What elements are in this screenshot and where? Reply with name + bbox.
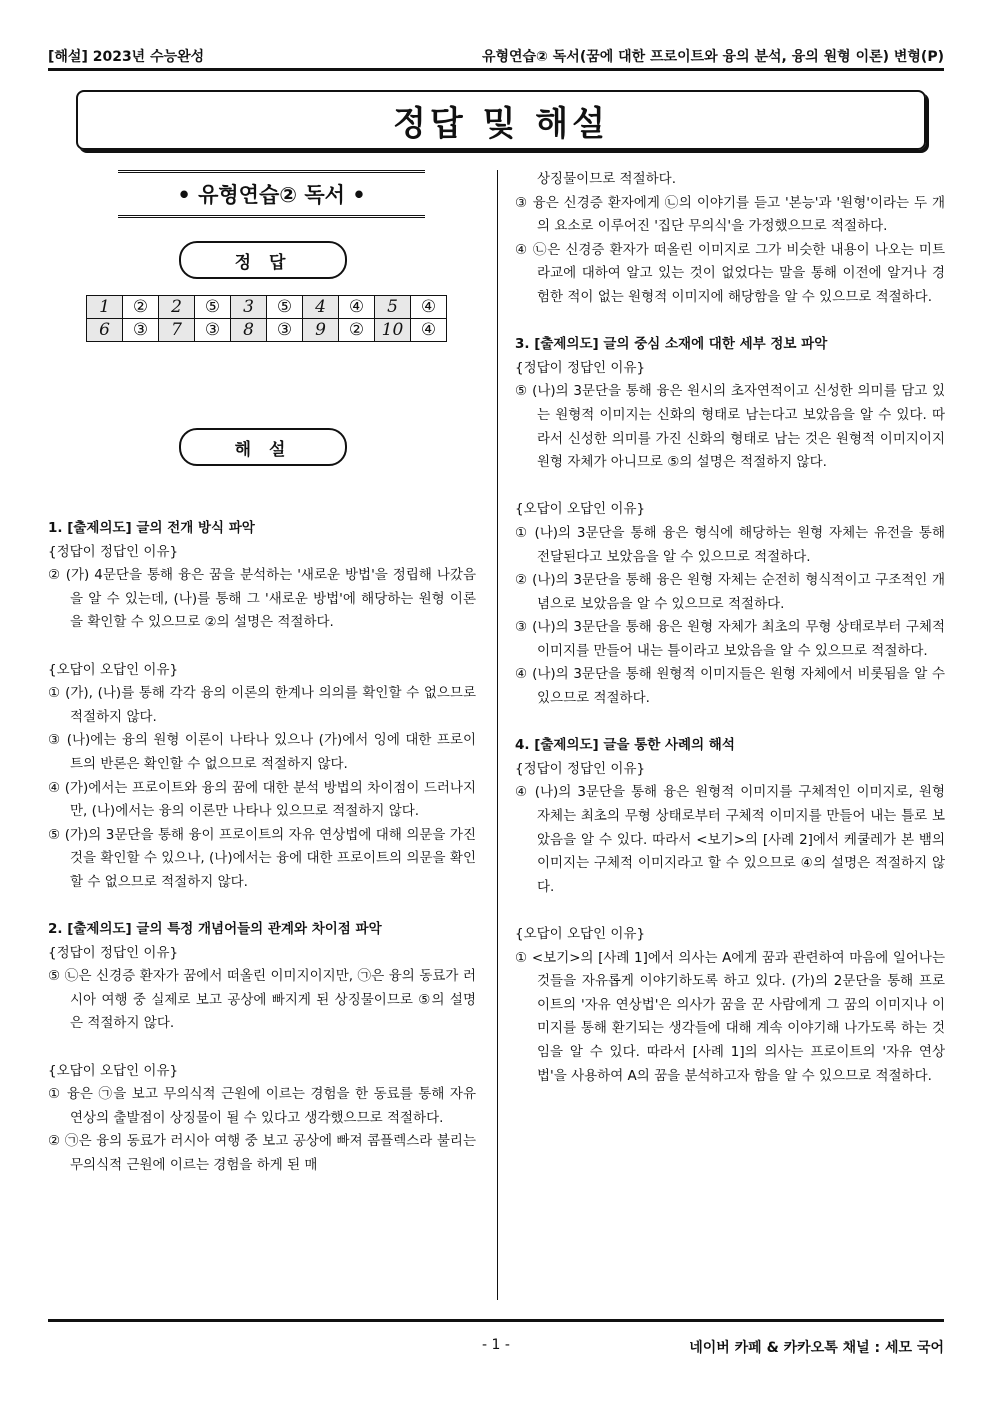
explanation-item: ③ (나)에는 융의 원형 이론이 나타나 있으나 (가)에서 잉에 대한 프로이트의 반론은 확인할 수 없으므로 적절하지 않다. [48,732,476,772]
reason-label: {오답이 오답인 이유} [515,501,646,518]
question-number: 7 [159,319,195,342]
answer-choice: ④ [411,296,447,319]
header-left: [해설] 2023년 수능완성 [48,49,205,65]
answer-choice: ⑤ [195,296,231,319]
answer-choice: ② [339,319,375,342]
question-number: 4 [303,296,339,319]
question-heading: 1. [출제의도] 글의 전개 방식 파악 [48,520,255,536]
spacer [48,635,476,659]
explanation-item: ① (나)의 3문단을 통해 융은 형식에 해당하는 원형 자체는 유전을 통해 전달된다고 보았음을 알 수 있으므로 적절하다. [515,524,945,565]
question-number: 9 [303,319,339,342]
question-number: 5 [375,296,411,319]
explanation-item: ③ (나)의 3문단을 통해 융은 원형 자체가 최초의 무형 상태로부터 구체적 이미지를 만들어 내는 틀이라고 보았음을 알 수 있으므로 적절하다. [515,619,945,659]
explanation-item: ④ (나)의 3문단을 통해 융은 원형적 이미지를 구체적인 이미지로, 원형 자체는 최초의 무형 상태로부터 구체적 이미지를 만들어 내는 틀로 보았음을 알 수 있다. 따라서 <보기>의 [사례 2]에서 케쿨레가 본 뱀의 이미지는 구체적 이미지라고 할 수 있으므로 ④의 설명은 적절하지 않다. [515,784,945,895]
reason-label: {정답이 정답인 이유} [515,359,646,376]
answer-choice: ④ [339,296,375,319]
spacer [515,899,945,923]
explanation-item: ② (가) 4문단을 통해 융은 꿈을 분석하는 '새로운 방법'을 정립해 나갔음을 알 수 있는데, (나)를 통해 그 '새로운 방법'에 해당하는 원형 이론을 확인할 수 있으므로 ②의 설명은 적절하다. [48,567,476,631]
answer-choice: ② [123,296,159,319]
explanation-item: ① 융은 ㉠을 보고 무의식적 근원에 이르는 경험을 한 동료를 통해 자유 연상의 출발점이 상징물이 될 수 있다고 생각했으므로 적절하다. [48,1086,476,1126]
left-column [48,517,476,1178]
question-number: 10 [375,319,411,342]
column-divider [497,170,498,1300]
continued-text: 상징물이므로 적절하다. [537,171,676,187]
answer-label: 정 답 [179,241,347,279]
question-number: 2 [159,296,195,319]
answer-choice: ⑤ [267,296,303,319]
spacer [515,310,945,334]
question-number: 8 [231,319,267,342]
question-number: 1 [87,296,123,319]
right-column [515,168,945,1088]
spacer [48,1036,476,1060]
explanation-item: ④ (나)의 3문단을 통해 원형적 이미지들은 원형 자체에서 비롯됨을 알 수 있으므로 적절하다. [515,666,945,707]
explanation-item: ⑤ (나)의 3문단을 통해 융은 원시의 초자연적이고 신성한 의미를 담고 있는 원형적 이미지는 신화의 형태로 남는다고 보았음을 알 수 있다. 따라서 신성한 의미를 가진 신화의 형태로 남는 것은 원형적 이미지이지 원형 자체가 아니므로 ⑤의 설명은 적절하지 않다. [515,383,945,471]
reason-label: {오답이 오답인 이유} [515,926,646,942]
header-right: 유형연습② 독서(꿈에 대한 프로이트와 융의 분석, 융의 원형 이론) 변형(P) [481,49,944,65]
question-number: 6 [87,319,123,342]
reason-label: {정답이 정답인 이유} [48,944,179,961]
answer-choice: ③ [123,319,159,342]
explanation-item: ③ 융은 신경증 환자에게 ㉡의 이야기를 듣고 '본능'과 '원형'이라는 두 개의 요소로 이루어진 '집단 무의식'을 가정했으므로 적절하다. [515,194,945,235]
answer-row [87,319,447,342]
explanation-item: ① <보기>의 [사례 1]에서 의사는 A에게 꿈과 관련하여 마음에 일어나는 것들을 자유롭게 이야기하도록 하고 있다. (가)의 2문단을 통해 프로이트의 '자유 연상법'은 의사가 꿈을 꾼 사람에게 그 꿈의 이미지나 이미지를 통해 환기되는 생각들에 대해 계속 이야기해 나가도록 하는 것임을 알 수 있다. 따라서 [사례 1]의 의사는 프로이트의 '자유 연상법'을 사용하여 A의 꿈을 분석하고자 함을 알 수 있으므로 적절하다. [515,949,945,1084]
spacer [515,711,945,735]
reason-label: {오답이 오답인 이유} [48,1062,179,1079]
reason-label: {정답이 정답인 이유} [48,543,179,560]
page-title: 정답 및 해설 [76,90,926,150]
explanation-item: ④ ㉡은 신경증 환자가 떠올린 이미지로 그가 비슷한 내용이 나오는 미트라교에 대하여 알고 있는 것이 없었다는 말을 통해 이전에 알거나 경험한 적이 없는 원형적 이미지에 해당함을 알 수 있으므로 적절하다. [515,241,945,305]
answer-choice: ③ [267,319,303,342]
explanation-label: 해 설 [179,428,347,466]
header-rule [48,68,944,71]
explanation-item: ⑤ ㉡은 신경증 환자가 꿈에서 떠올린 이미지이지만, ㉠은 융의 동료가 러시아 여행 중 실제로 보고 공상에 빠지게 된 상징물이므로 ⑤의 설명은 적절하지 않다. [48,968,476,1032]
question-heading: 2. [출제의도] 글의 특정 개념어들의 관계와 차이점 파악 [48,921,382,938]
answer-choice: ③ [195,319,231,342]
spacer [48,895,476,919]
section-banner: • 유형연습② 독서 • [118,170,425,218]
explanation-item: ⑤ (가)의 3문단을 통해 융이 프로이트의 자유 연상법에 대해 의문을 가진 것을 확인할 수 있으나, (나)에서는 융에 대한 프로이트의 의문을 확인할 수 없으므로 적절하지 않다. [48,826,476,890]
question-number: 3 [231,296,267,319]
explanation-item: ② ㉠은 융의 동료가 러시아 여행 중 보고 공상에 빠져 콤플렉스라 불리는 무의식적 근원에 이르는 경험을 하게 된 매 [48,1133,476,1174]
reason-label: {정답이 정답인 이유} [515,760,646,777]
answer-choice: ④ [411,319,447,342]
spacer [515,475,945,499]
answer-table [86,295,447,342]
answer-row [87,296,447,319]
explanation-item: ④ (가)에서는 프로이트와 융의 꿈에 대한 분석 방법의 차이점이 드러나지만, (나)에서는 융의 이론만 나타나 있으므로 적절하지 않다. [48,779,476,820]
footer-rule [48,1319,944,1322]
reason-label: {오답이 오답인 이유} [48,661,179,678]
question-heading: 4. [출제의도] 글을 통한 사례의 해석 [515,737,735,754]
explanation-item: ① (가), (나)를 통해 각각 융의 이론의 한계나 의의를 확인할 수 없으므로 적절하지 않다. [48,685,476,725]
explanation-item: ② (나)의 3문단을 통해 융은 원형 자체는 순전히 형식적이고 구조적인 개념으로 보았음을 알 수 있으므로 적절하다. [515,572,945,612]
page-number: - 1 - [482,1337,510,1353]
question-heading: 3. [출제의도] 글의 중심 소재에 대한 세부 정보 파악 [515,336,828,353]
footer-channel: 네이버 카페 & 카카오톡 채널 : 세모 국어 [689,1340,944,1356]
